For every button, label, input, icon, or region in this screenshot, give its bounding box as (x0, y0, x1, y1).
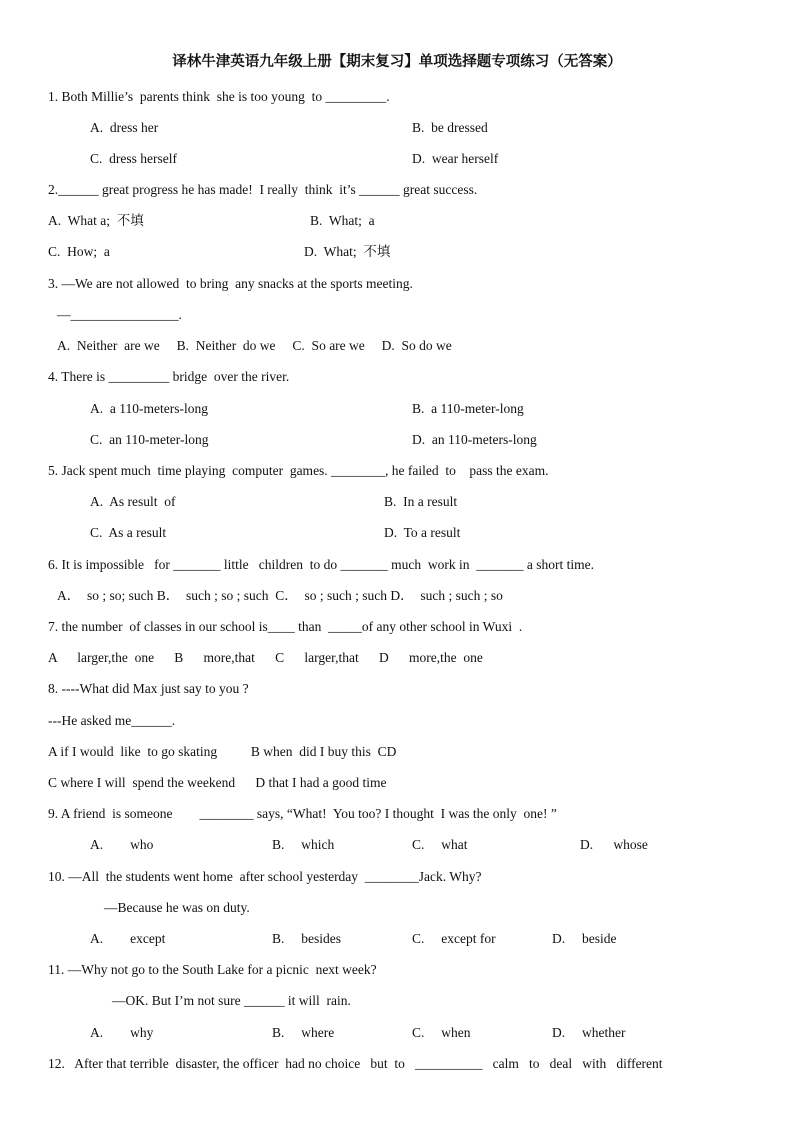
question-2-option-c: C. How; a (48, 244, 110, 259)
question-10-option-d: D. beside (552, 931, 617, 946)
question-2-option-d: D. What; 不填 (304, 244, 391, 259)
question-11-option-a: A. why (90, 1025, 154, 1040)
question-6-options: A． so ; so; such B． such ; so ; such C． so ; such ; such D． such ; such ; so (57, 588, 503, 603)
question-9-option-b: B. which (272, 837, 335, 852)
question-8-stem: 8. ----What did Max just say to you ? (48, 681, 249, 696)
question-9-stem: 9. A friend is someone ________ says, “What! You too? I thought I was the only one! ” (48, 806, 557, 821)
question-1-option-b: B. be dressed (412, 120, 488, 135)
question-7-stem: 7. the number of classes in our school is____ than _____of any other school in Wuxi . (48, 619, 523, 634)
question-12-stem: 12. After that terrible disaster, the officer had no choice but to __________ calm to deal with different (48, 1056, 663, 1071)
question-4-option-a: A. a 110-meters-long (90, 401, 208, 416)
question-4-option-b: B. a 110-meter-long (412, 401, 524, 416)
question-3-stem: 3. —We are not allowed to bring any snacks at the sports meeting. (48, 276, 413, 291)
question-8-options-row-2: C where I will spend the weekend D that I had a good time (48, 775, 387, 790)
question-4-stem: 4. There is _________ bridge over the river. (48, 369, 290, 384)
question-6-stem: 6. It is impossible for _______ little children to do _______ much work in _______ a short time. (48, 557, 594, 572)
question-11-option-b: B. where (272, 1025, 335, 1040)
question-2-option-a: A. What a; 不填 (48, 213, 144, 228)
question-11-option-c: C. when (412, 1025, 471, 1040)
question-9-option-c: C. what (412, 837, 468, 852)
question-8-response: ---He asked me______. (48, 713, 176, 728)
question-3-options: A. Neither are we B. Neither do we C. So are we D. So do we (57, 338, 452, 353)
page-title: 译林牛津英语九年级上册【期末复习】单项选择题专项练习（无答案） (172, 54, 622, 70)
question-1-stem: 1. Both Millie’s parents think she is too young to _________. (48, 89, 390, 104)
question-2-stem: 2.______ great progress he has made! I really think it’s ______ great success. (48, 182, 478, 197)
question-10-option-a: A. except (90, 931, 166, 946)
question-11-option-d: D. whether (552, 1025, 626, 1040)
question-3-response: —________________. (57, 307, 182, 322)
question-5-option-a: A. As result of (90, 494, 176, 509)
question-9-option-a: A. who (90, 837, 154, 852)
question-1-option-a: A. dress her (90, 120, 159, 135)
question-1-option-c: C. dress herself (90, 151, 177, 166)
question-4-option-c: C. an 110-meter-long (90, 432, 209, 447)
question-4-option-d: D. an 110-meters-long (412, 432, 537, 447)
question-5-stem: 5. Jack spent much time playing computer games. ________, he failed to pass the exam. (48, 463, 549, 478)
question-9-option-d: D. whose (580, 837, 648, 852)
question-10-option-b: B. besides (272, 931, 341, 946)
question-1-option-d: D. wear herself (412, 151, 499, 166)
question-10-stem: 10. —All the students went home after school yesterday ________Jack. Why? (48, 869, 482, 884)
question-5-option-b: B. In a result (384, 494, 458, 509)
question-11-stem: 11. —Why not go to the South Lake for a picnic next week? (48, 962, 377, 977)
question-11-response: —OK. But I’m not sure ______ it will rain. (112, 993, 351, 1008)
question-7-options: A larger,the one B more,that C larger,that D more,the one (48, 650, 483, 665)
question-10-response: —Because he was on duty. (104, 900, 250, 915)
question-5-option-d: D. To a result (384, 525, 461, 540)
question-8-options-row-1: A if I would like to go skating B when did I buy this CD (48, 744, 397, 759)
question-5-option-c: C. As a result (90, 525, 167, 540)
question-2-option-b: B. What; a (310, 213, 375, 228)
question-10-option-c: C. except for (412, 931, 496, 946)
